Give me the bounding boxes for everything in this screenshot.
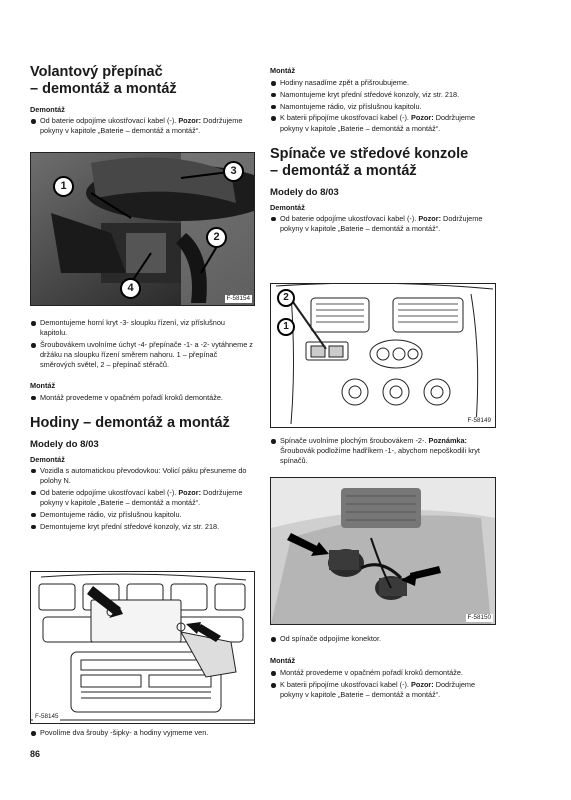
callout-3: 3 — [223, 161, 244, 182]
models-label: Modely do 8/03 — [30, 438, 99, 450]
list-item: Demontujeme kryt přední středové konzoly, viz str. 218. — [30, 522, 254, 532]
list-item: Od spínače odpojíme konektor. — [270, 634, 494, 644]
list-item: Montáž provedeme v opačném pořadí kroků demontáže. — [270, 668, 494, 678]
right-column-mid — [270, 436, 494, 468]
warning-label: Pozor: — [411, 680, 434, 689]
text: Dodržujeme pokyny v kapitole „Baterie – demontáž a montáž“. — [280, 113, 476, 133]
callout-1: 1 — [277, 318, 295, 336]
list-item: Šroubovákem uvolníme úchyt -4- přepínače -1- a -2- vytáhneme z držáku na sloupku řízení směrem nahoru. 1 – přepínač směrových světel, 2 – přepínač stěračů. — [30, 340, 254, 371]
bullet-list — [30, 393, 254, 403]
figure-steering-column — [30, 152, 255, 306]
note-label: Poznámka: — [428, 436, 467, 445]
arrows-overlay — [271, 478, 495, 624]
warning-label: Pozor: — [178, 116, 202, 125]
title-line-2: – demontáž a montáž — [30, 81, 177, 97]
callout-1: 1 — [53, 176, 74, 197]
figure-console-switches — [270, 283, 496, 428]
right-column-bottom — [270, 634, 494, 702]
subheading-montaz: Montáž — [30, 380, 56, 390]
models-label: Modely do 8/03 — [270, 186, 339, 198]
list-item: Montáž provedeme v opačném pořadí kroků demontáže. — [30, 393, 254, 403]
warning-label: Pozor: — [178, 487, 202, 497]
figure-clock-console — [30, 571, 255, 724]
list-item: Namontujeme kryt přední středové konzoly, viz str. 218. — [270, 90, 494, 100]
figure-switch-connector — [270, 477, 496, 625]
subheading-demontaz: Demontáž — [30, 105, 65, 114]
section-title-steering-switch — [30, 64, 254, 98]
list-item — [270, 680, 494, 700]
list-item — [270, 436, 494, 467]
bullet-list — [270, 214, 494, 234]
text: Šroubovák podložíme hadříkem -1-, abychom nepoškodili kryt spínačů. — [280, 446, 480, 466]
text: Spínače uvolníme plochým šroubovákem -2-. — [280, 436, 429, 445]
text: K baterii připojíme ukostřovací kabel (-). — [280, 680, 411, 689]
list-item — [30, 116, 254, 136]
left-column-mid — [30, 318, 254, 533]
figure-code: F-58150 — [467, 614, 491, 621]
warning-label: Pozor: — [418, 213, 442, 223]
right-column — [270, 66, 494, 236]
list-item: Hodiny nasadíme zpět a přišroubujeme. — [270, 78, 494, 88]
figure-code: F-58154 — [226, 295, 250, 302]
bullet-list — [270, 78, 494, 134]
list-item — [30, 488, 254, 508]
callout-2: 2 — [277, 289, 295, 307]
console-switches-drawing — [271, 284, 495, 427]
left-column-bottom — [30, 728, 254, 740]
list-item — [270, 113, 494, 133]
subheading-demontaz: Demontáž — [270, 202, 305, 212]
bullet-list — [270, 634, 494, 644]
subheading-montaz: Montáž — [270, 66, 296, 75]
title-line-1: Spínače ve středové konzole — [270, 145, 469, 162]
list-item: Demontujeme horní kryt -3- sloupku řízení, viz příslušnou kapitolu. — [30, 318, 254, 338]
subheading-demontaz: Demontáž — [30, 454, 65, 464]
section-title-console-switches — [270, 146, 494, 180]
title-line-2: – demontáž a montáž — [270, 162, 417, 179]
list-item: Vozidla s automatickou převodovkou: Volicí páku přesuneme do polohy N. — [30, 466, 254, 486]
text: Od baterie odpojíme ukostřovací kabel (-). — [40, 116, 179, 125]
list-item: Namontujeme rádio, viz příslušnou kapitolu. — [270, 102, 494, 112]
callout-2: 2 — [206, 227, 227, 248]
list-item — [270, 214, 494, 234]
figure-code: F-58149 — [467, 417, 491, 424]
text: K baterii připojíme ukostřovací kabel (-). — [280, 113, 411, 123]
bullet-list — [270, 436, 494, 467]
left-column — [30, 64, 254, 138]
page-number: 86 — [30, 749, 41, 759]
bullet-list — [30, 318, 254, 371]
text: Dodržujeme pokyny v kapitole „Baterie – demontáž a montáž“. — [40, 116, 243, 136]
text: Dodržujeme pokyny v kapitole „Baterie – demontáž a montáž“. — [280, 680, 476, 700]
list-item: Demontujeme rádio, viz příslušnou kapitolu. — [30, 510, 254, 520]
callout-4: 4 — [120, 278, 141, 299]
figure-code: F-58145 — [35, 713, 59, 720]
title-line-1: Volantový přepínač — [30, 64, 163, 80]
text: Dodržujeme pokyny v kapitole „Baterie – demontáž a montáž“. — [280, 213, 483, 233]
clock-console-drawing — [31, 572, 254, 723]
bullet-list — [30, 116, 254, 136]
list-item: Povolíme dva šrouby -šipky- a hodiny vyjmeme ven. — [30, 728, 254, 738]
text: Dodržujeme pokyny v kapitole „Baterie – demontáž a montáž“. — [40, 487, 243, 508]
text: Od baterie odpojíme ukostřovací kabel (-). — [280, 213, 419, 223]
bullet-list — [30, 466, 254, 532]
bullet-list — [30, 728, 254, 738]
warning-label: Pozor: — [411, 113, 434, 123]
subheading-montaz: Montáž — [270, 656, 296, 666]
text: Od baterie odpojíme ukostřovací kabel (-). — [40, 487, 179, 497]
bullet-list — [270, 668, 494, 700]
section-title-clock: Hodiny – demontáž a montáž — [30, 414, 230, 431]
